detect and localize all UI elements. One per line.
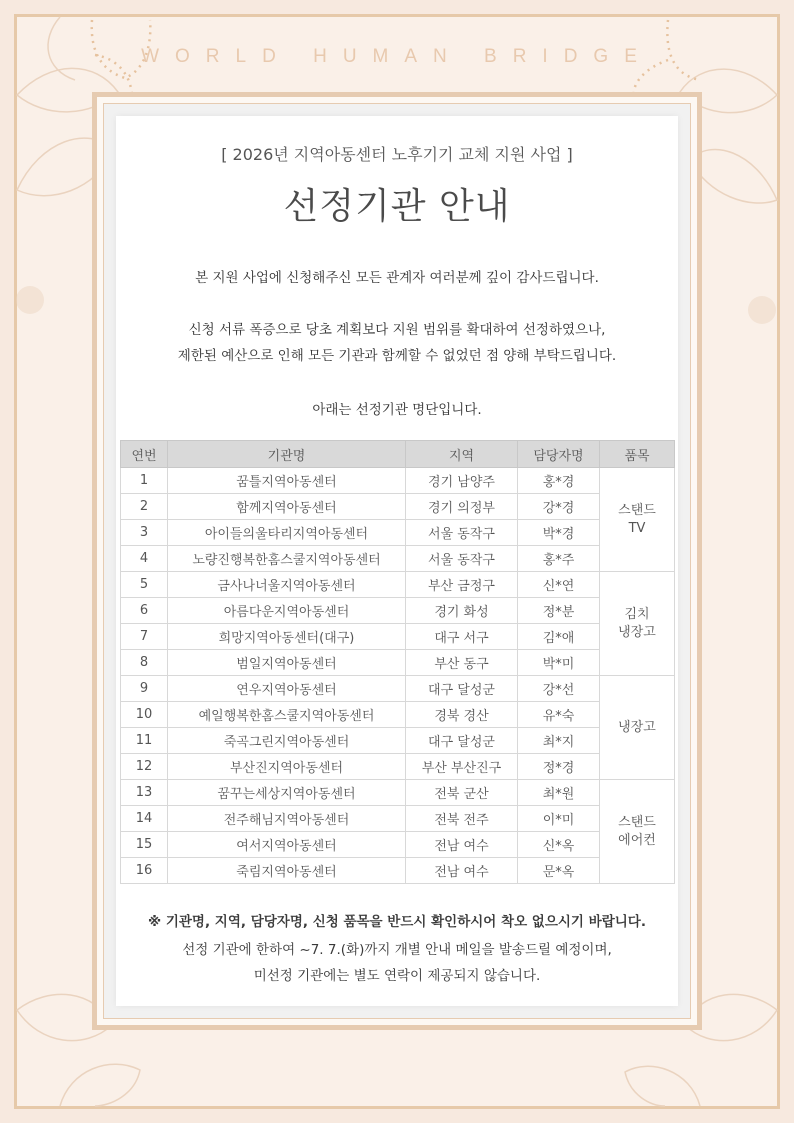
email-schedule-note: 선정 기관에 한하여 ~7. 7.(화)까지 개별 안내 메일을 발송드릴 예정이며, [182,942,612,958]
cell-no: 11 [121,728,168,754]
notice-panel [92,92,702,1030]
cell-no: 9 [121,676,168,702]
cell-no: 15 [121,832,168,858]
list-intro: 아래는 선정기관 명단입니다. [312,402,482,418]
item-line2: 에어컨 [618,832,656,848]
cell-no: 16 [121,858,168,884]
cell-region: 부산 금정구 [406,572,518,598]
table-row [121,832,675,858]
table-row [121,598,675,624]
cell-institution: 희망지역아동센터(대구) [168,624,406,650]
header-manager: 담당자명 [518,441,600,468]
table-row [121,858,675,884]
cell-manager: 정*분 [518,598,600,624]
cell-institution: 아이들의울타리지역아동센터 [168,520,406,546]
cell-institution: 전주해님지역아동센터 [168,806,406,832]
table-row [121,494,675,520]
cell-item [600,780,675,884]
cell-institution: 연우지역아동센터 [168,676,406,702]
cell-no: 5 [121,572,168,598]
table-row [121,806,675,832]
cell-institution: 예일행복한홈스쿨지역아동센터 [168,702,406,728]
cell-region: 경기 의정부 [406,494,518,520]
cell-manager: 최*원 [518,780,600,806]
cell-institution: 아름다운지역아동센터 [168,598,406,624]
cell-institution: 함께지역아동센터 [168,494,406,520]
cell-manager: 유*숙 [518,702,600,728]
table-row [121,520,675,546]
cell-region: 대구 달성군 [406,728,518,754]
cell-institution: 죽림지역아동센터 [168,858,406,884]
cell-institution: 노량진행복한홈스쿨지역아동센터 [168,546,406,572]
cell-no: 6 [121,598,168,624]
table-row [121,650,675,676]
notice-content [116,116,678,1006]
cell-no: 10 [121,702,168,728]
table-row [121,468,675,494]
selection-table [120,440,675,884]
cell-no: 8 [121,650,168,676]
item-line1: 스탠드 [618,814,656,830]
cell-region: 부산 부산진구 [406,754,518,780]
brand-text: WORLD HUMAN BRIDGE [141,46,653,67]
scope-paragraph-line2: 제한된 예산으로 인해 모든 기관과 함께할 수 없었던 점 양해 부탁드립니다. [177,348,617,364]
cell-institution: 부산진지역아동센터 [168,754,406,780]
cell-institution: 꿈틀지역아동센터 [168,468,406,494]
cell-no: 2 [121,494,168,520]
cell-region: 경북 경산 [406,702,518,728]
cell-item [600,572,675,676]
cell-manager: 신*옥 [518,832,600,858]
cell-region: 전북 군산 [406,780,518,806]
cell-region: 전남 여수 [406,832,518,858]
item-line1: 스탠드 [618,502,656,518]
unselected-note: 미선정 기관에는 별도 연락이 제공되지 않습니다. [253,968,541,984]
cell-institution: 꿈꾸는세상지역아동센터 [168,780,406,806]
thanks-paragraph: 본 지원 사업에 신청해주신 모든 관계자 여러분께 깊이 감사드립니다. [195,270,599,286]
cell-no: 14 [121,806,168,832]
cell-region: 대구 서구 [406,624,518,650]
table-row [121,728,675,754]
cell-manager: 신*연 [518,572,600,598]
header-region: 지역 [406,441,518,468]
cell-manager: 박*경 [518,520,600,546]
header-item: 품목 [600,441,675,468]
cell-institution: 죽곡그린지역아동센터 [168,728,406,754]
table-row [121,780,675,806]
cell-no: 1 [121,468,168,494]
table-row [121,546,675,572]
item-line1: 김치 [624,606,650,622]
table-header-row [121,441,675,468]
cell-institution: 범일지역아동센터 [168,650,406,676]
table-row [121,702,675,728]
cell-region: 경기 화성 [406,598,518,624]
cell-manager: 홍*경 [518,468,600,494]
cell-region: 전북 전주 [406,806,518,832]
cell-no: 3 [121,520,168,546]
cell-no: 13 [121,780,168,806]
notice-title: 선정기관 안내 [283,186,511,227]
table-row [121,754,675,780]
cell-manager: 홍*주 [518,546,600,572]
item-line2: TV [628,520,646,536]
table-row [121,572,675,598]
table-row [121,624,675,650]
notice-panel-inner [103,103,691,1019]
cell-region: 대구 달성군 [406,676,518,702]
cell-manager: 강*선 [518,676,600,702]
cell-manager: 강*경 [518,494,600,520]
cell-region: 서울 동작구 [406,520,518,546]
cell-no: 4 [121,546,168,572]
cell-region: 서울 동작구 [406,546,518,572]
verification-warning: ※ 기관명, 지역, 담당자명, 신청 품목을 반드시 확인하시어 착오 없으시기 바랍니다. [148,914,646,930]
cell-item [600,468,675,572]
item-line1: 냉장고 [618,719,656,735]
scope-paragraph-line1: 신청 서류 폭증으로 당초 계획보다 지원 범위를 확대하여 선정하였으나, [188,322,606,338]
header-institution: 기관명 [168,441,406,468]
cell-no: 7 [121,624,168,650]
cell-institution: 금사나너울지역아동센터 [168,572,406,598]
cell-region: 전남 여수 [406,858,518,884]
cell-manager: 이*미 [518,806,600,832]
cell-manager: 김*애 [518,624,600,650]
header-no: 연번 [121,441,168,468]
notice-subtitle: [ 2026년 지역아동센터 노후기기 교체 지원 사업 ] [221,145,573,164]
cell-manager: 박*미 [518,650,600,676]
cell-institution: 여서지역아동센터 [168,832,406,858]
item-line2: 냉장고 [618,624,656,640]
table-row [121,676,675,702]
cell-manager: 문*옥 [518,858,600,884]
cell-region: 부산 동구 [406,650,518,676]
cell-manager: 정*경 [518,754,600,780]
cell-region: 경기 남양주 [406,468,518,494]
cell-no: 12 [121,754,168,780]
cell-item [600,676,675,780]
cell-manager: 최*지 [518,728,600,754]
